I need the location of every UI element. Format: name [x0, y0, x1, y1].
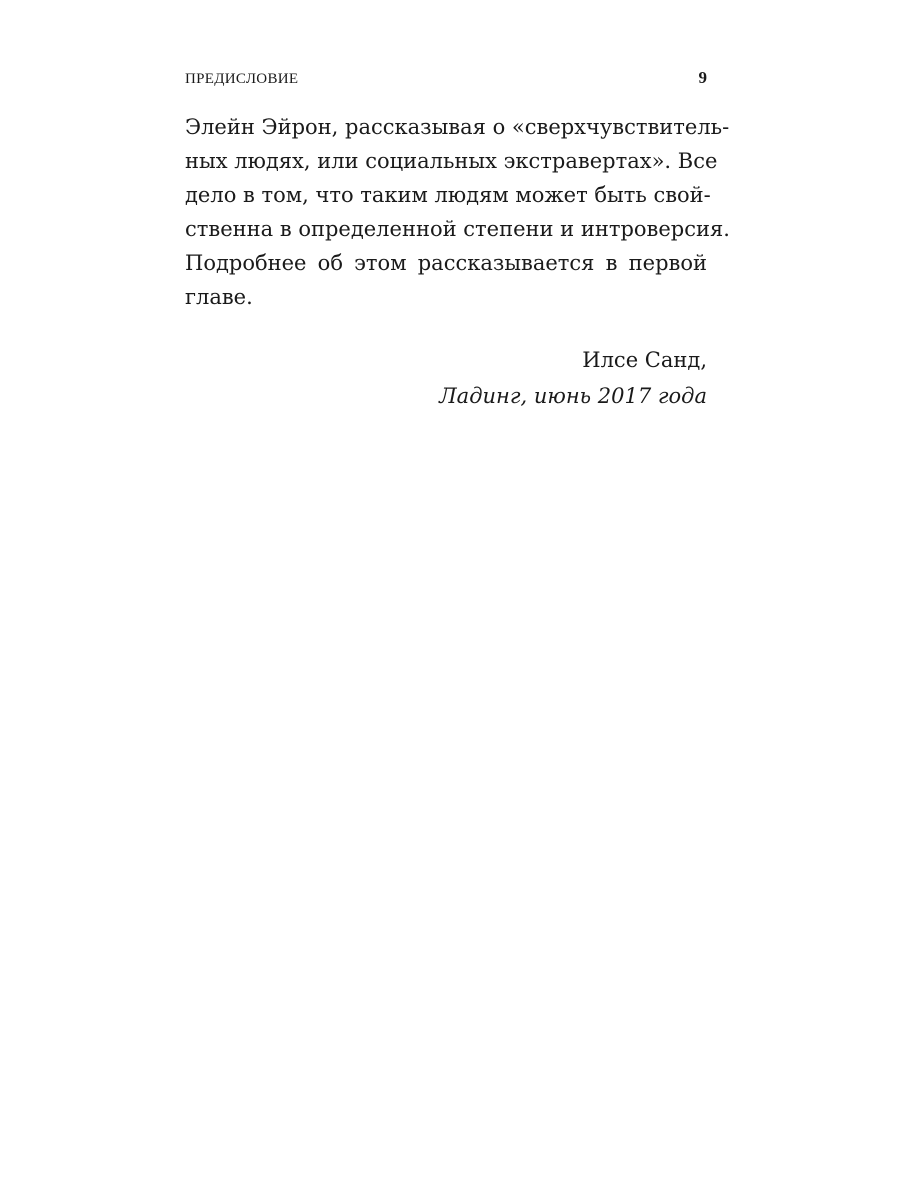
author-name: Илсе Санд, [582, 348, 707, 372]
signature-block [185, 342, 707, 414]
paragraph-line: дело в том, что таким людям может быть свой- [185, 183, 711, 207]
place-and-date: Ладинг, июнь 2017 года [439, 384, 707, 408]
paragraph-line: Подробнее об этом рассказывается в первой [185, 251, 707, 275]
running-head [185, 68, 707, 92]
paragraph-line: ных людях, или социальных экстравертах». Все [185, 149, 718, 173]
page-number: 9 [698, 68, 707, 87]
body-paragraph [185, 110, 730, 314]
paragraph-line: Элейн Эйрон, рассказывая о «сверхчувствитель- [185, 115, 730, 139]
paragraph-line: главе. [185, 285, 253, 309]
section-title: ПРЕДИСЛОВИЕ [185, 71, 299, 87]
paragraph-line: ственна в определенной степени и интроверсия. [185, 217, 730, 241]
